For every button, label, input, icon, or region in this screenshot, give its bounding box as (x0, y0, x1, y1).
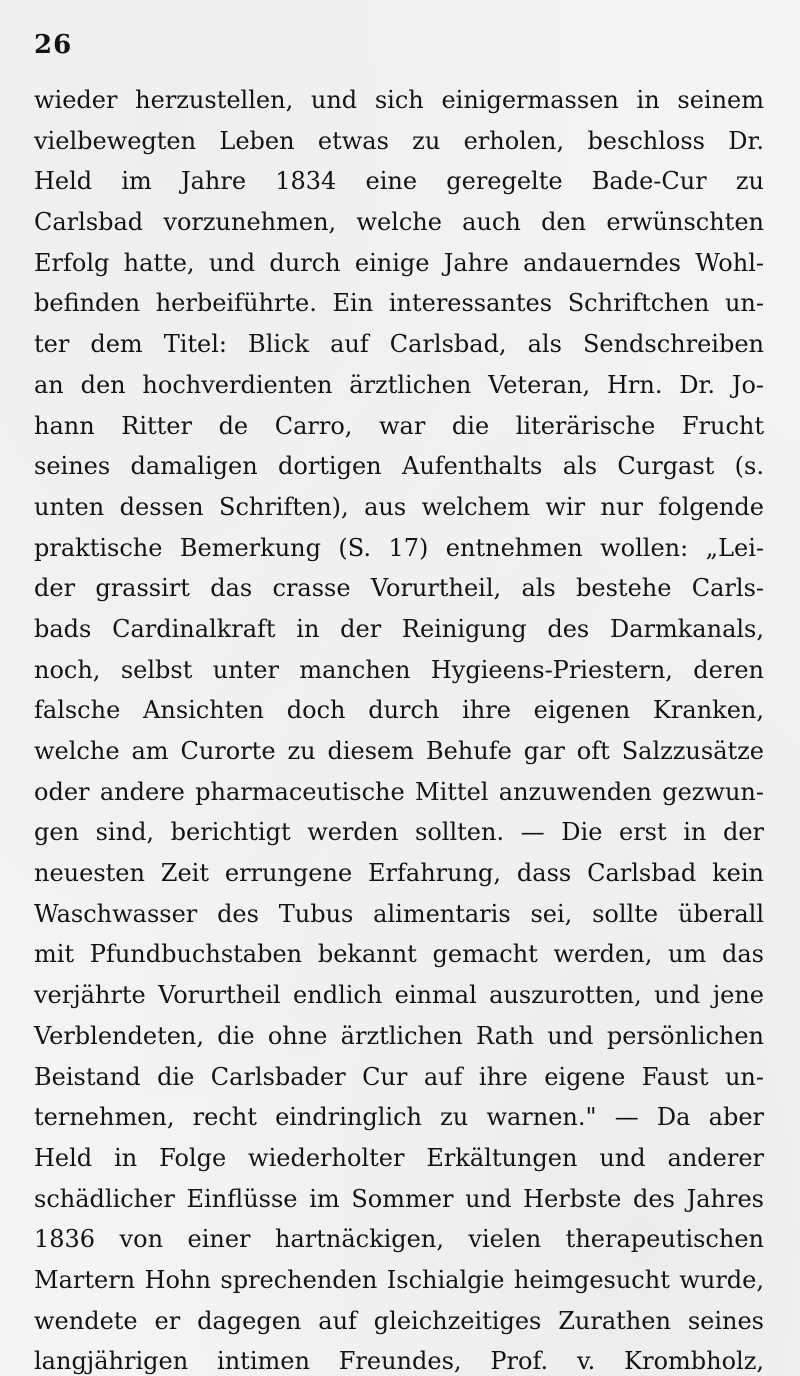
text-line: Beistand die Carlsbader Cur auf ihre eigene Faust un- (34, 1062, 764, 1091)
text-line: ternehmen, recht eindringlich zu warnen." — Da aber (34, 1103, 764, 1132)
text-line: neuesten Zeit errungene Erfahrung, dass Carlsbad kein (34, 859, 764, 888)
text-line: praktische Bemerkung (S. 17) entnehmen wollen: „Lei- (34, 533, 764, 562)
text-line: falsche Ansichten doch durch ihre eigenen Kranken, (34, 696, 764, 725)
text-line: Held in Folge wiederholter Erkältungen und anderer (34, 1143, 764, 1172)
body-text (34, 80, 764, 1376)
text-line: Held im Jahre 1834 eine geregelte Bade-Cur zu (34, 167, 764, 196)
text-line: gen sind, berichtigt werden sollten. — Die erst in der (34, 818, 764, 847)
text-line: bads Cardinalkraft in der Reinigung des Darmkanals, (34, 614, 764, 643)
text-line: Martern Hohn sprechenden Ischialgie heimgesucht wurde, (34, 1265, 764, 1294)
text-line: befinden herbeiführte. Ein interessantes Schriftchen un- (34, 289, 764, 318)
text-line: Verblendeten, die ohne ärztlichen Rath und persönlichen (34, 1021, 764, 1050)
text-line: hann Ritter de Carro, war die literärische Frucht (34, 411, 764, 440)
text-line: wieder herzustellen, und sich einigermassen in seinem (34, 86, 764, 114)
text-line: seines damaligen dortigen Aufenthalts als Curgast (s. (34, 452, 764, 481)
text-line: mit Pfundbuchstaben bekannt gemacht werden, um das (34, 940, 764, 969)
text-line: wendete er dagegen auf gleichzeitiges Zurathen seines (34, 1306, 764, 1335)
text-line: langjährigen intimen Freundes, Prof. v. Krombholz, (34, 1347, 764, 1376)
text-line: Erfolg hatte, und durch einige Jahre andauerndes Wohl- (34, 248, 764, 277)
text-line: oder andere pharmaceutische Mittel anzuwenden gezwun- (34, 777, 764, 806)
text-line: Carlsbad vorzunehmen, welche auch den erwünschten (34, 208, 764, 237)
text-line: verjährte Vorurtheil endlich einmal auszurotten, und jene (34, 981, 764, 1010)
text-line: ter dem Titel: Blick auf Carlsbad, als Sendschreiben (34, 330, 764, 359)
text-line: unten dessen Schriften), aus welchem wir nur folgende (34, 492, 764, 521)
text-line: vielbewegten Leben etwas zu erholen, beschloss Dr. (34, 126, 764, 155)
page-number: 26 (34, 30, 73, 60)
text-line: 1836 von einer hartnäckigen, vielen therapeutischen (34, 1225, 764, 1254)
text-line: an den hochverdienten ärztlichen Veteran, Hrn. Dr. Jo- (34, 370, 764, 399)
text-line: der grassirt das crasse Vorurtheil, als bestehe Carls- (34, 574, 764, 603)
text-line: schädlicher Einflüsse im Sommer und Herbste des Jahres (34, 1184, 764, 1213)
text-line: noch, selbst unter manchen Hygieens-Priestern, deren (34, 655, 764, 684)
text-line: Waschwasser des Tubus alimentaris sei, sollte überall (34, 899, 764, 928)
text-line: welche am Curorte zu diesem Behufe gar oft Salzzusätze (34, 737, 764, 765)
